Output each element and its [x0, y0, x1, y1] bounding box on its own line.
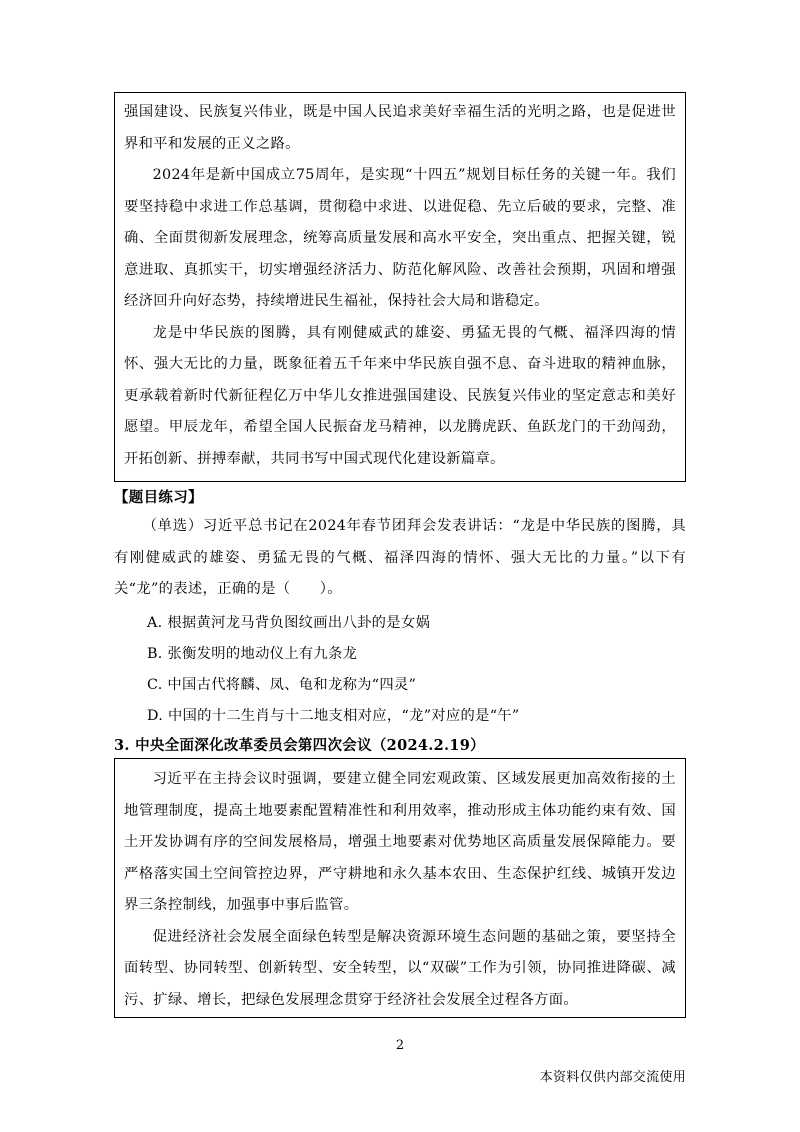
option-d: D. 中国的十二生肖与十二地支相对应，“龙”对应的是“午”: [147, 708, 520, 724]
section-heading: 3. 中央全面深化改革委员会第四次会议（2024.2.19）: [114, 737, 485, 754]
section-paragraph-2: 促进经济社会发展全面绿色转型是解决资源环境生态问题的基础之策，要坚持全面转型、协同转型、创新转型、安全转型，以“双碳”工作为引领，协同推进降碳、减污、扩绿、增长，把绿色发展理念贯穿于经济社会发展全过程各方面。: [124, 928, 676, 1008]
page-number: 2: [395, 1038, 405, 1053]
question-text: （单选）习近平总书记在2024年春节团拜会发表讲话：“龙是中华民族的图腾，具有刚健威武的雄姿、勇猛无畏的气概、福泽四海的情怀、强大无比的力量。”以下有关“龙”的表述，正确的是（ ）。: [114, 518, 686, 597]
excerpt-paragraph-2: 2024年是新中国成立75周年，是实现“十四五”规划目标任务的关键一年。我们要坚持稳中求进工作总基调，贯彻稳中求进、以进促稳、先立后破的要求，完整、准确、全面贯彻新发展理念，统筹高质量发展和高水平安全，突出重点、把握关键，锐意进取、真抓实干，切实增强经济活力、防范化解风险、改善社会预期，巩固和增强经济回升向好态势，持续增进民生福祉，保持社会大局和谐稳定。: [124, 167, 676, 309]
footer-note: 本资料仅供内部交流使用: [539, 1070, 686, 1085]
excerpt-paragraph-1: 强国建设、民族复兴伟业，既是中国人民追求美好幸福生活的光明之路，也是促进世界和平和发展的正义之路。: [124, 104, 676, 152]
option-c: C. 中国古代将麟、凤、龟和龙称为“四灵”: [147, 677, 417, 693]
section-paragraph-1: 习近平在主持会议时强调，要建立健全同宏观政策、区域发展更加高效衔接的土地管理制度，提高土地要素配置精准性和利用效率，推动形成主体功能约束有效、国土开发协调有序的空间发展格局，增强土地要素对优势地区高质量发展保障能力。要严格落实国土空间管控边界，严守耕地和永久基本农田、生态保护红线、城镇开发边界三条控制线，加强事中事后监管。: [124, 771, 676, 913]
excerpt-box-2: [114, 758, 686, 1018]
excerpt-paragraph-3: 龙是中华民族的图腾，具有刚健威武的雄姿、勇猛无畏的气概、福泽四海的情怀、强大无比的力量，既象征着五千年来中华民族自强不息、奋斗进取的精神血脉，更承载着新时代新征程亿万中华儿女推进强国建设、民族复兴伟业的坚定意志和美好愿望。甲辰龙年，希望全国人民振奋龙马精神，以龙腾虎跃、鱼跃龙门的干劲闯劲，开拓创新、拼搏奉献，共同书写中国式现代化建设新篇章。: [124, 324, 676, 467]
excerpt-box-1: [114, 92, 686, 482]
practice-heading: 【题目练习】: [114, 489, 203, 506]
option-a: A. 根据黄河龙马背负图纹画出八卦的是女娲: [147, 615, 431, 631]
question: [114, 511, 686, 606]
option-b: B. 张衡发明的地动仪上有九条龙: [147, 646, 358, 662]
